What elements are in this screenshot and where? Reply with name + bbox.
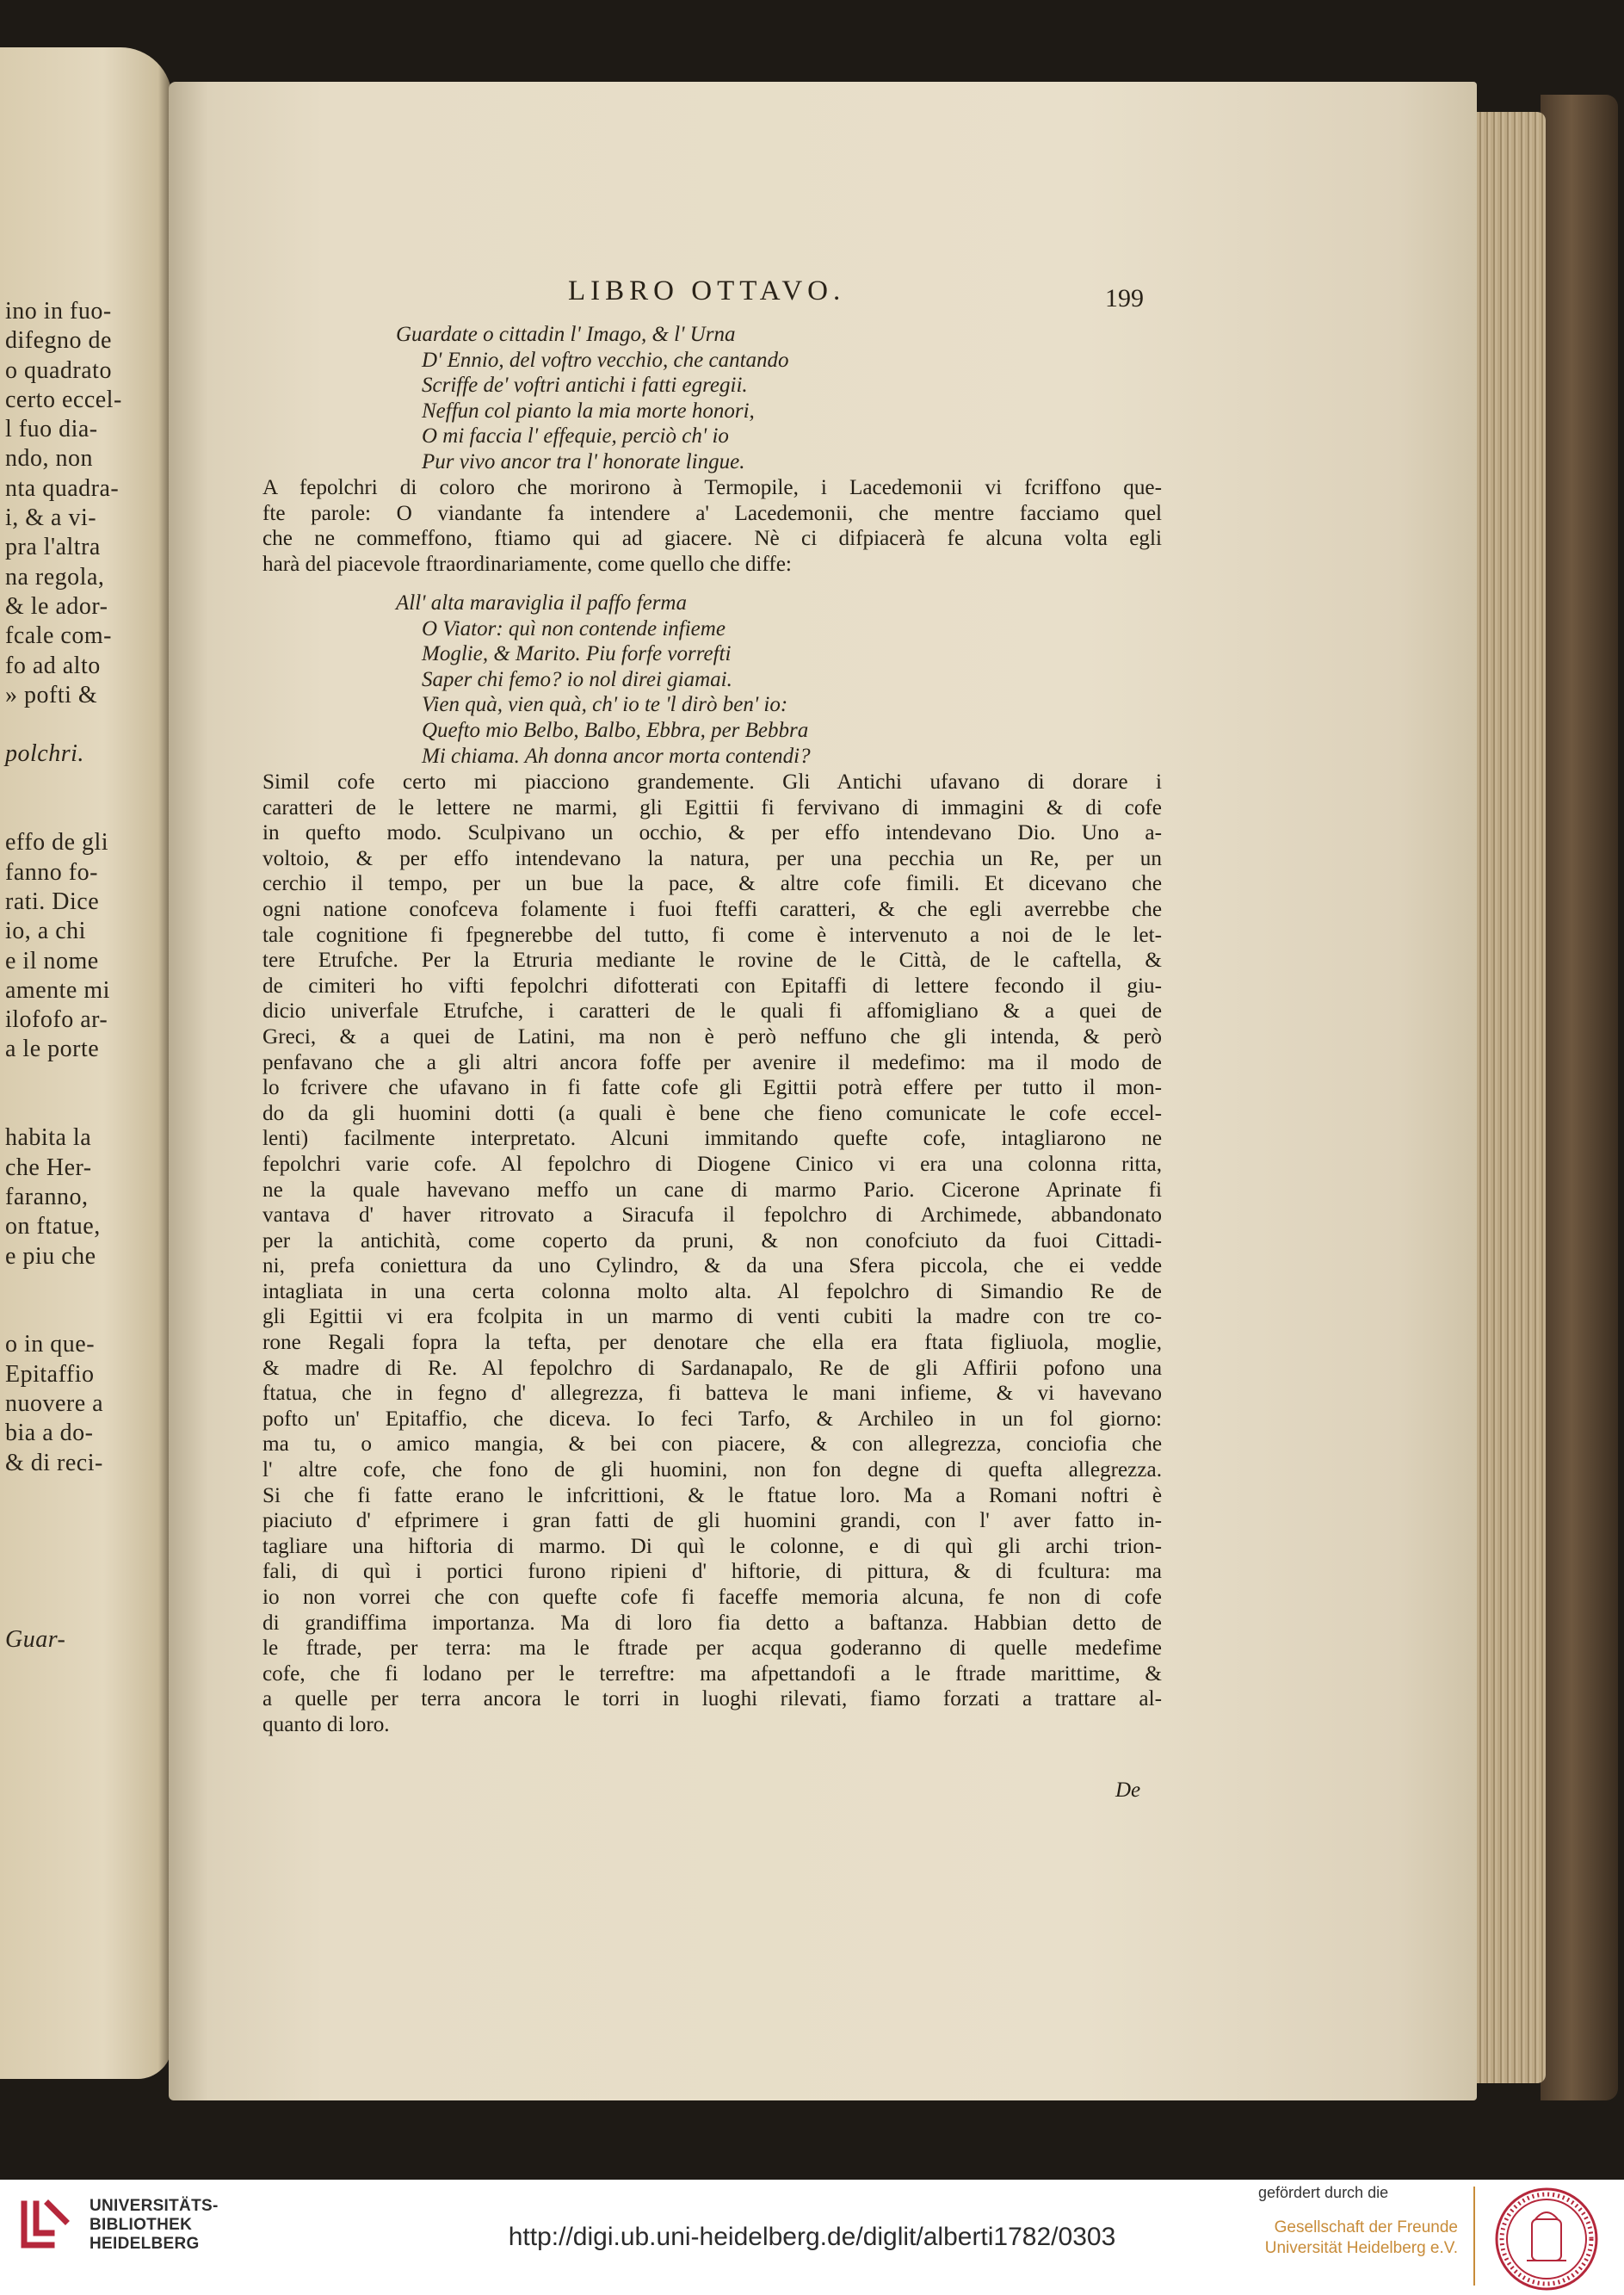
left-page-line: difegno de <box>5 327 112 355</box>
left-page-line <box>5 1567 164 1596</box>
university-seal-icon <box>1492 2185 1601 2293</box>
text-line: ne la quale havevano meffo un cane di marmo Pario. Cicerone Aprinate fi <box>262 1178 1162 1202</box>
left-page-line: & le ador- <box>5 592 108 620</box>
text-line: caratteri de le lettere ne marmi, gli Egittii fi fervivano di immagini & di cofe <box>262 795 1162 820</box>
text-line: l' altre cofe, che fono de gli huomini, non fon degne di quefta allegrezza. <box>262 1458 1162 1482</box>
verse-line: Scriffe de' voftri antichi i fatti egregii. <box>422 374 748 398</box>
text-line: di grandiffima importanza. Ma di loro fia detto a baftanza. Habbian detto de <box>262 1611 1162 1635</box>
text-line: ma tu, o amico mangia, & bei con piacere, & con allegrezza, conciofia che <box>262 1432 1162 1457</box>
library-name-line: UNIVERSITÄTS- <box>90 2197 219 2215</box>
text-line: quanto di loro. <box>262 1712 390 1736</box>
text-line: ftatua, che in fegno d' allegrezza, fi batteva le mani infieme, & vi havevano <box>262 1382 1162 1406</box>
text-line: che ne commeffono, ftiamo qui ad giacere. Nè ci difpiacerà fe alcuna volta egli <box>262 527 1162 551</box>
text-line: cofe, che fi lodano per le terreftre: ma afpettandofi a le ftrade marittime, & <box>262 1661 1162 1686</box>
left-page-line: o in que- <box>5 1331 96 1358</box>
left-page-line: certo eccel- <box>5 386 122 413</box>
left-page-line: faranno, <box>5 1183 89 1210</box>
text-line: ogni natione conofceva folamente i fuoi fteffi caratteri, & che egli averrebbe che <box>262 897 1162 921</box>
left-page-line: che Her- <box>5 1154 92 1181</box>
left-page-line <box>5 1271 164 1301</box>
left-page-line: polchri. <box>5 740 84 768</box>
left-page-line: i, & a vi- <box>5 504 97 532</box>
text-line: intagliata in una certa colonna molto alta. Al fepolchro di Simandio Re de <box>262 1279 1162 1303</box>
text-line: io non vorrei che con quefte cofe fi faceffe memoria alcuna, fe non di cofe <box>262 1586 1162 1609</box>
text-line: ni, prefa coniettura da uno Cylindro, & da una Sfera piccola, che ei vedde <box>262 1254 1162 1278</box>
left-page-line <box>5 1596 164 1625</box>
text-line: cerchio il tempo, per un bue la pace, & altre cofe fimili. Et dicevano che <box>262 872 1162 896</box>
left-page-line: ilofofo ar- <box>5 1006 108 1034</box>
text-line: tagliare una hiftoria di marmo. Di quì le colonne, e di quì gli archi trion- <box>262 1534 1162 1558</box>
paragraph-egyptian-letters <box>262 770 1162 1738</box>
text-line: fte parole: O viandante fa intendere a' Lacedemonii, che mentre facciamo quel <box>262 501 1162 525</box>
text-line: Simil cofe certo mi piacciono grandemente. Gli Antichi ufavano di dorare i <box>262 770 1162 794</box>
left-page-line: on ftatue, <box>5 1213 101 1240</box>
text-line: a quelle per terra ancora le torri in luoghi rilevati, fiamo forzati a trattare al- <box>262 1687 1162 1711</box>
left-page-text <box>5 297 164 1655</box>
left-page-line <box>5 1478 164 1507</box>
left-page-line: fo ad alto <box>5 652 101 679</box>
text-line: A fepolchri di coloro che morirono à Termopile, i Lacedemonii vi fcriffono que- <box>262 476 1162 499</box>
text-line: dicio univerfale Etrufche, i caratteri de le quali fi affomigliano & a quei de <box>262 999 1162 1024</box>
verse-line: Neffun col pianto la mia morte honori, <box>422 399 755 423</box>
text-line: pofto un' Epitaffio, che diceva. Io feci Tarfo, & Archileo in un fol giorno: <box>262 1407 1162 1431</box>
left-page-line: e piu che <box>5 1242 96 1270</box>
left-page-line: amente mi <box>5 976 110 1004</box>
left-page-line <box>5 1065 164 1094</box>
text-line: Greci, & a quei de Latini, ma non è però neffuno che gli intenda, & però <box>262 1024 1162 1049</box>
verse-line: All' alta maraviglia il paffo ferma <box>396 591 687 615</box>
left-page-line: & di reci- <box>5 1449 103 1476</box>
text-line: le ftrade, per terra: ma le ftrade per acqua goderanno di quelle medefime <box>262 1636 1162 1661</box>
verse-line: O mi faccia l' effequie, perciò ch' io <box>422 424 729 448</box>
library-name-line: HEIDELBERG <box>90 2235 200 2253</box>
text-line: do da gli huomini dotti (a quali è bene che fieno comunicate le cofe eccel- <box>262 1101 1162 1125</box>
permalink-url[interactable]: http://digi.ub.uni-heidelberg.de/diglit/alberti1782/0303 <box>508 2223 1116 2251</box>
verse-line: Quefto mio Belbo, Balbo, Ebbra, per Bebbra <box>422 718 809 742</box>
text-line: piaciuto d' efprimere i gran fatti de gli huomini grandi, con l' aver fatto in- <box>262 1509 1162 1533</box>
sponsor-name-line: Universität Heidelberg e.V. <box>1264 2239 1458 2257</box>
catchword: De <box>1115 1778 1141 1802</box>
left-page-line: effo de gli <box>5 829 109 857</box>
sponsor-divider <box>1473 2187 1475 2286</box>
left-page-line: ino in fuo- <box>5 298 112 325</box>
text-line: tere Etrufche. Per la Etruria mediante le rovine de le Città, de le caftella, & <box>262 949 1162 973</box>
text-line: vantava d' haver ritrovato a Siracufa il fepolchro di Archimede, abbandonato <box>262 1203 1162 1228</box>
left-page-line: Epitaffio <box>5 1360 95 1388</box>
left-page-line: bia a do- <box>5 1420 94 1447</box>
left-page-line: pra l'altra <box>5 534 101 561</box>
page-number: 199 <box>1105 284 1144 312</box>
verse-line: Pur vivo ancor tra l' honorate lingue. <box>422 449 745 473</box>
left-page-line: habita la <box>5 1124 92 1152</box>
epitaph-verse-ennius <box>396 322 789 475</box>
left-page-line: e il nome <box>5 947 99 974</box>
text-line: rone Regali fopra la tefta, per denotare che ella era ftata figliuola, moglie, <box>262 1331 1162 1355</box>
text-line: lenti) facilmente interpretato. Alcuni immitando quefte cofe, intagliarono ne <box>262 1127 1162 1151</box>
left-page-line: rati. Dice <box>5 888 100 915</box>
text-line: harà del piacevole ftraordinariamente, come quello che diffe: <box>262 552 792 576</box>
text-line: voltoio, & per effo intendevano la natura, per una pecchia un Re, per un <box>262 846 1162 870</box>
text-line: fali, di quì i portici furono ripieni d' hiftorie, di pittura, & di fcultura: ma <box>262 1560 1162 1584</box>
left-page-line <box>5 710 164 739</box>
left-page <box>0 47 172 2079</box>
left-page-line: o quadrato <box>5 356 112 384</box>
left-page-line: io, a chi <box>5 918 86 945</box>
left-page-line: Guar- <box>5 1626 66 1654</box>
page-edges <box>1477 112 1546 2083</box>
left-page-line: l fuo dia- <box>5 416 98 443</box>
text-line: fepolchri varie cofe. Al fepolchro di Diogene Cinico vi era una colonna ritta, <box>262 1152 1162 1176</box>
verse-line: Mi chiama. Ah donna ancor morta contendi? <box>422 744 811 768</box>
text-line: gli Egittii vi era fcolpita in un marmo di venti cubiti la madre con tre co- <box>262 1305 1162 1329</box>
library-name-line: BIBLIOTHEK <box>90 2216 193 2234</box>
verse-line: D' Ennio, del voftro vecchio, che cantando <box>422 348 789 372</box>
left-page-line <box>5 1301 164 1330</box>
left-page-line: nuovere a <box>5 1389 104 1417</box>
verse-line: Saper chi femo? io nol direi giamai. <box>422 667 732 691</box>
left-page-line <box>5 770 164 799</box>
epitaph-verse-viator <box>396 591 811 769</box>
text-line: Si che fi fatte erano le infcrittioni, & le ftatue loro. Ma a Romani noftri è <box>262 1483 1162 1507</box>
text-line: penfavano che a gli altri ancora foffe per avenire il medefimo: ma il modo de <box>262 1050 1162 1074</box>
text-line: & madre di Re. Al fepolchro di Sardanapalo, Re de gli Affirii pofono una <box>262 1356 1162 1380</box>
book-cover-edge <box>1541 95 1618 2100</box>
text-line: de cimiteri ho vifti fepolchri difotterati con Epitaffi di lettere fecondo il giu- <box>262 974 1162 998</box>
sponsor-intro: gefördert durch die <box>1258 2184 1389 2201</box>
paragraph-thermopylae <box>262 475 1162 577</box>
left-page-line <box>5 1537 164 1566</box>
sponsor-name-line: Gesellschaft der Freunde <box>1274 2218 1458 2236</box>
text-line: lo fcrivere che ufavano in fi fatte cofe gli Egittii potrà effere per tutto il mon- <box>262 1076 1162 1100</box>
verse-line: Moglie, & Marito. Piu forfe vorrefti <box>422 642 732 666</box>
left-page-line: na regola, <box>5 563 105 591</box>
verse-line: Guardate o cittadin l' Imago, & l' Urna <box>396 323 736 346</box>
verse-line: Vien quà, vien quà, ch' io te 'l dirò ben' io: <box>422 693 788 717</box>
left-page-line <box>5 1094 164 1123</box>
left-page-line: a le porte <box>5 1036 100 1063</box>
left-page-line: fanno fo- <box>5 858 98 886</box>
text-line: in quefto modo. Sculpivano un occhio, & per effo intendevano Dio. Uno a- <box>262 821 1162 845</box>
running-head: LIBRO OTTAVO. <box>568 275 846 306</box>
verse-line: O Viator: quì non contende infieme <box>422 616 726 640</box>
left-page-line: fcale com- <box>5 622 112 650</box>
sponsor-name <box>1255 2218 1458 2259</box>
left-page-line <box>5 1507 164 1537</box>
left-page-line: ndo, non <box>5 445 93 473</box>
left-page-line <box>5 799 164 828</box>
text-line: per la antichità, come coperto da pruni, & non conofciuto da fuoi Cittadi- <box>262 1228 1162 1253</box>
text-line: tale cognitione fi fpegnerebbe del tutto, fi come è intervenuto a noi de le let- <box>262 923 1162 947</box>
left-page-line: » pofti & <box>5 681 98 708</box>
left-page-line: nta quadra- <box>5 474 120 502</box>
